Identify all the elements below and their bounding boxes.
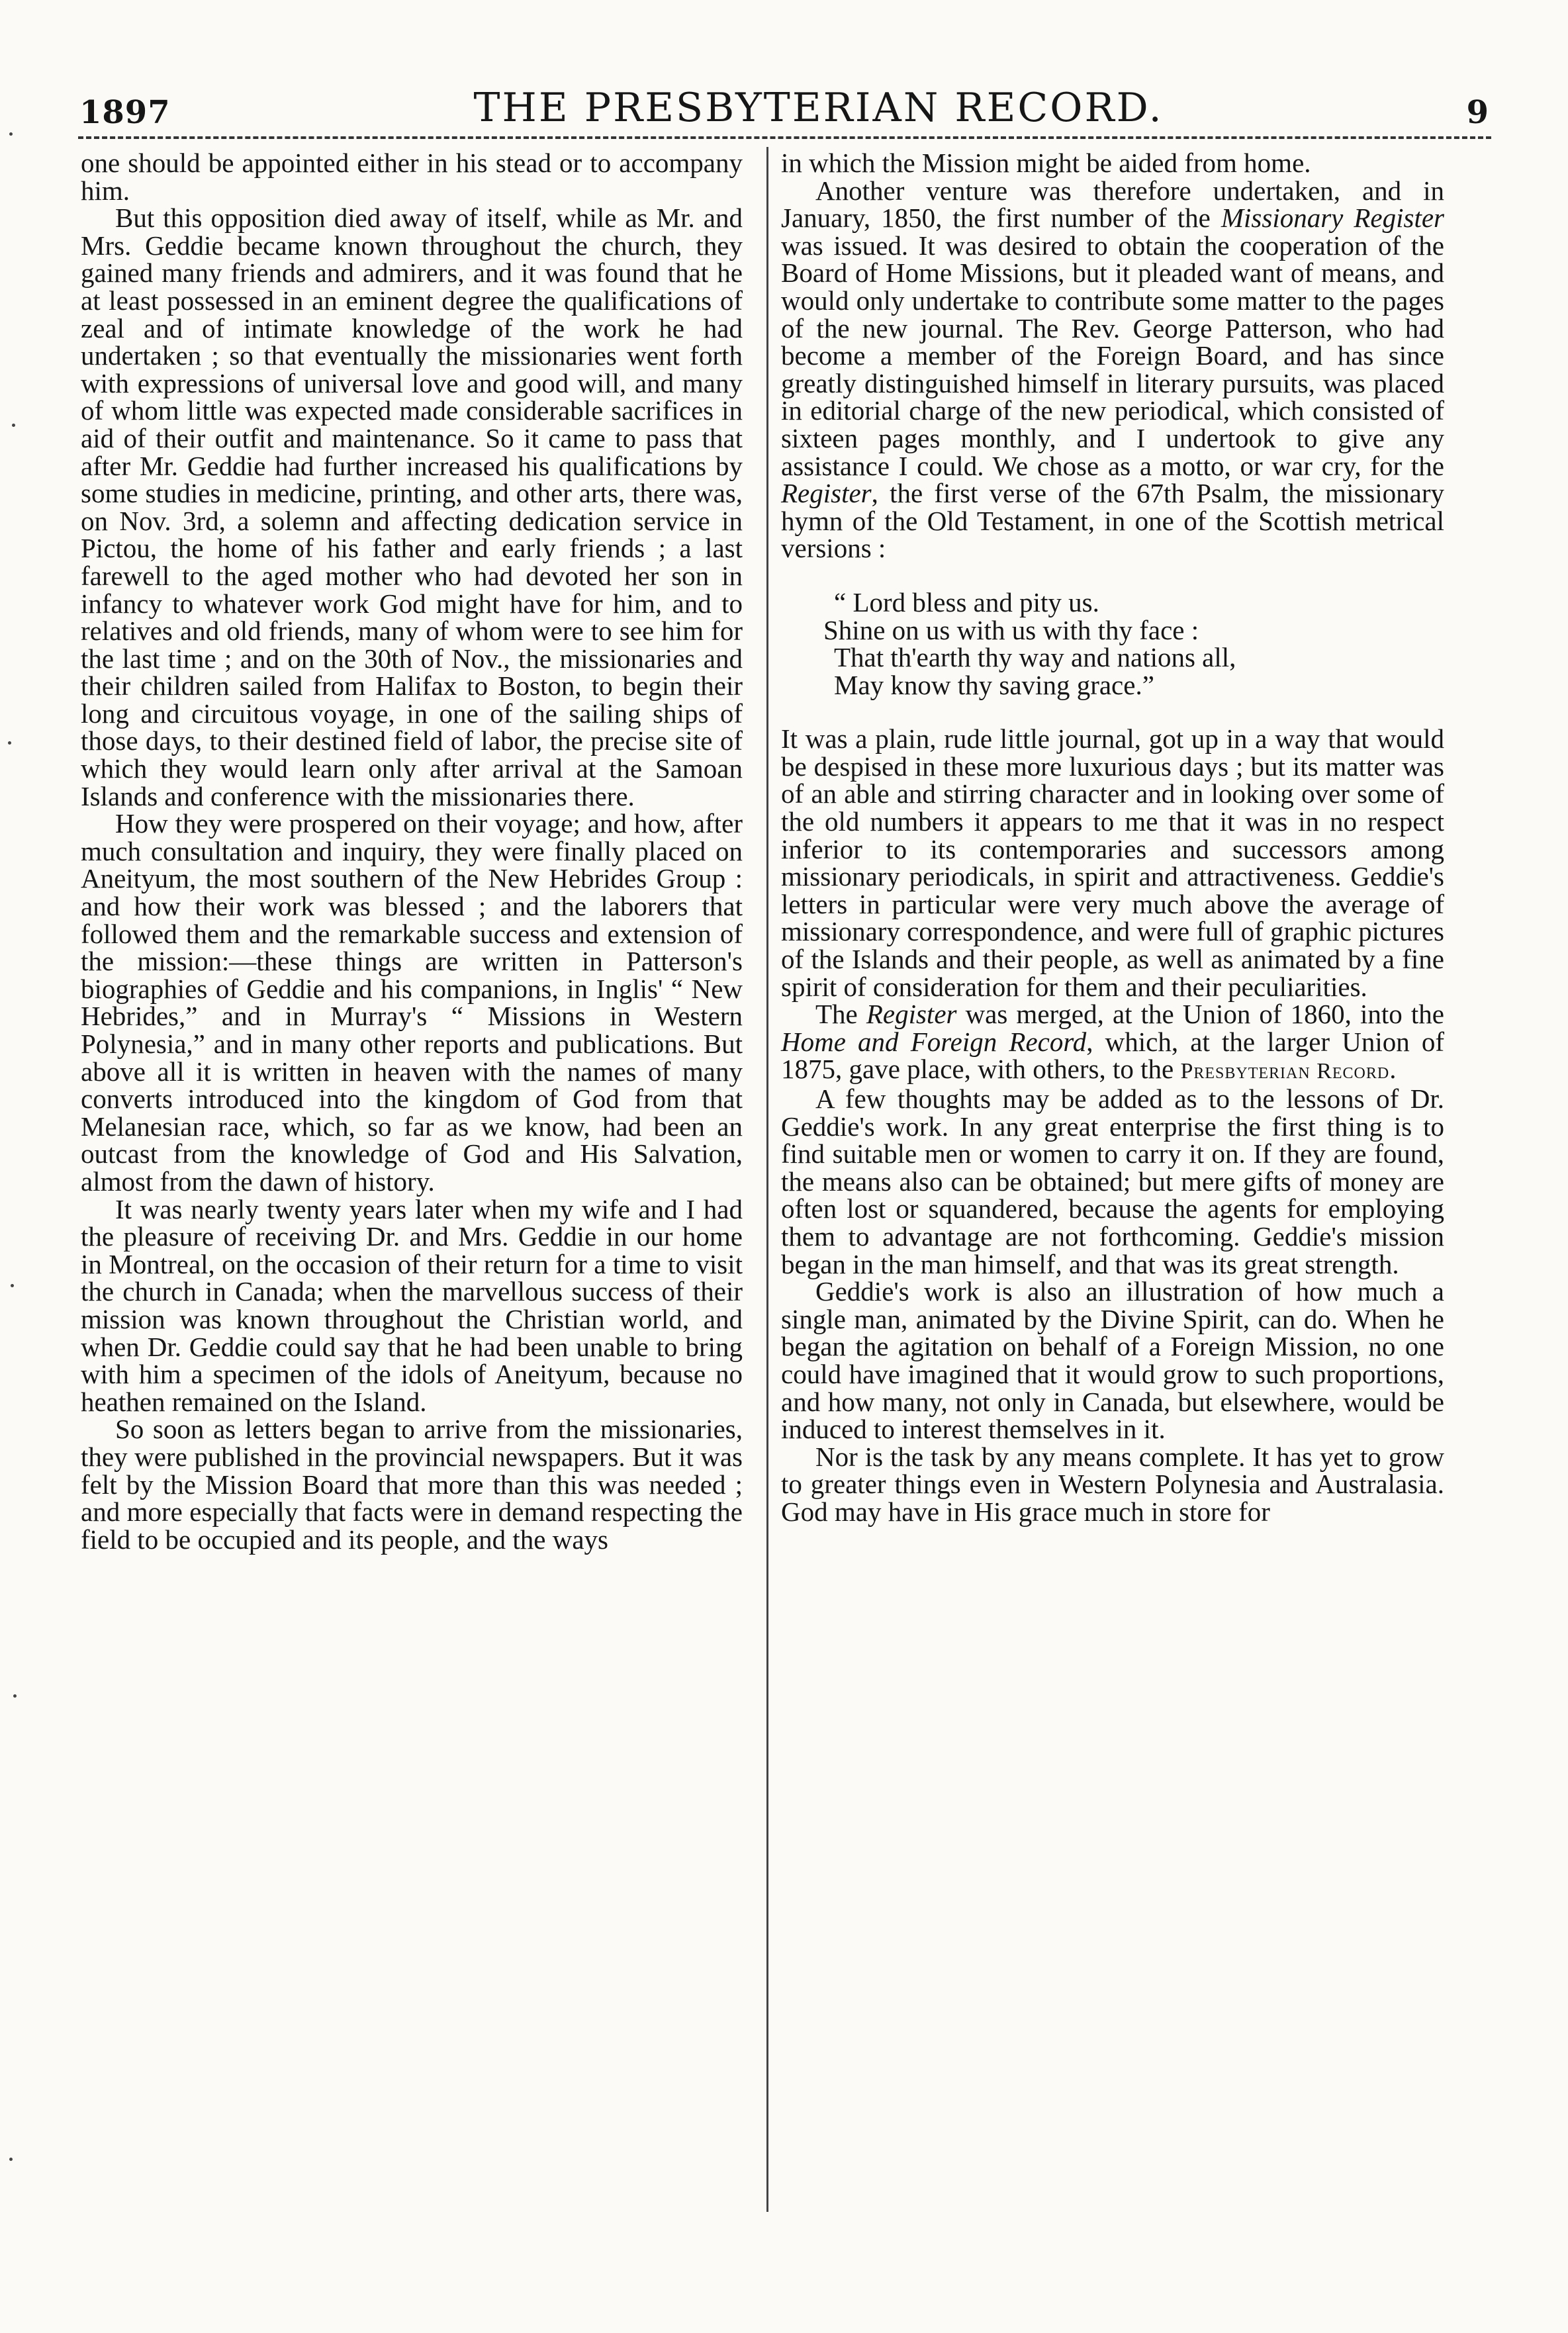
right-paragraph-4 xyxy=(781,1001,1444,1085)
journal-title: Register xyxy=(866,999,957,1030)
journal-title: Register xyxy=(781,478,872,509)
right-paragraph-1: in which the Mission might be aided from home. xyxy=(781,148,1311,178)
left-column xyxy=(81,150,743,1553)
scan-margin-marks xyxy=(7,106,33,2224)
left-paragraph-4: It was nearly twenty years later when my wife and I had the pleasure of receiving Dr. and Mrs. Geddie in our home in Montreal, on the occasion of their return for a time to visit the church in Canada; when the marvellous success of their mission was known throughout the Christian world, and when Dr. Geddie could say that he had been unable to bring with him a specimen of the idols of Aneityum, because no heathen remained on the Island. xyxy=(81,1193,743,1417)
right-paragraph-7: Nor is the task by any means complete. It has yet to grow to greater things even in Western Polynesia and Australasia. God may have in His grace much in store for xyxy=(781,1441,1444,1527)
text-run: was issued. It was desired to obtain the cooperation of the Board of Home Missions, but it pleaded want of means, and would only undertake to contribute some matter to the pages of the new journal. The Rev. George Patterson, who had become a member of the Foreign Board, and has since greatly distinguished himself in literary pursuits, was placed in editorial charge of the new periodical, which consisted of sixteen pages monthly, and I undertook to give any assistance I could. We chose as a motto, or war cry, for the xyxy=(781,230,1444,481)
text-run: . xyxy=(1389,1054,1397,1085)
journal-title: Presbyterian Record xyxy=(1180,1059,1390,1084)
verse-line: “ Lord bless and pity us. xyxy=(834,586,1099,618)
verse-line: May know thy saving grace.” xyxy=(834,669,1154,700)
journal-title: Missionary Register xyxy=(1221,203,1444,234)
text-run: The xyxy=(815,999,866,1030)
text-run: , which, at the larger Union of 1875, gave place, with others, to the xyxy=(781,1026,1444,1085)
publication-title: THE PRESBYTERIAN RECORD. xyxy=(473,85,1164,131)
left-paragraph-3: How they were prospered on their voyage; and how, after much consultation and inquiry, they were finally placed on Aneityum, the most southern of the New Hebrides Group : and how their work was blessed ; and the laborers that followed them and the remarkable success and extension of the mission:—these things are written in Patterson's biographies of Geddie and his companions, in Inglis' “ New Hebrides,” and in Murray's “ Missions in Western Polynesia,” and in many other reports and publications. But above all it is written in heaven with the names of many converts introduced into the kingdom of God from that Melanesian race, which, so far as we know, had been an outcast from the knowledge of God and His Salvation, almost from the dawn of history. xyxy=(81,808,743,1197)
psalm-verse xyxy=(823,586,1444,700)
right-column xyxy=(781,150,1444,1526)
right-paragraph-5: A few thoughts may be added as to the lessons of Dr. Geddie's work. In any great enterprise the first thing is to find suitable men or women to carry it on. If they are found, the means also can be obtained; but mere gifts of money are often lost or squandered, because the agents for employing them to advantage are not forthcoming. Geddie's mission began in the man himself, and that was its great strength. xyxy=(781,1083,1444,1279)
left-paragraph-1: one should be appointed either in his stead or to accompany him. xyxy=(81,148,743,206)
header-rule xyxy=(78,136,1491,139)
verse-line: That th'earth thy way and nations all, xyxy=(834,642,1236,673)
text-run: , the first verse of the 67th Psalm, the missionary hymn of the Old Testament, in one of the Scottish metrical versions : xyxy=(781,478,1444,564)
column-divider xyxy=(766,147,768,2212)
journal-title: Home and Foreign Record xyxy=(781,1026,1087,1057)
page-number: 9 xyxy=(1466,94,1489,131)
verse-line: Shine on us with us with thy face : xyxy=(823,614,1199,645)
text-run: Another venture was therefore undertaken, and in January, 1850, the first number of the xyxy=(781,175,1444,234)
right-paragraph-6: Geddie's work is also an illustration of how much a single man, animated by the Divine Spirit, can do. When he began the agitation on behalf of a Foreign Mission, no one could have imagined that it would grow to such proportions, and how many, not only in Canada, but elsewhere, would be induced to interest themselves in it. xyxy=(781,1276,1444,1445)
text-run: was merged, at the Union of 1860, into the xyxy=(956,999,1444,1030)
right-paragraph-3: It was a plain, rude little journal, got up in a way that would be despised in these more luxurious days ; but its matter was of an able and stirring character and in looking over some of the old numbers it appears to me that it was in no respect inferior to its contemporaries and successors among missionary periodicals, in spirit and attractiveness. Geddie's letters in particular were very much above the average of missionary correspondence, and were full of graphic pictures of the Islands and their people, as well as animated by a fine spirit of consideration for them and their peculiarities. xyxy=(781,723,1444,1002)
right-paragraph-2 xyxy=(781,177,1444,563)
page-header xyxy=(79,71,1489,131)
left-paragraph-2: But this opposition died away of itself, while as Mr. and Mrs. Geddie became known throughout the church, they gained many friends and admirers, and it was found that he at least possessed in an eminent degree the qualifications of zeal and of intimate knowledge of the work he had undertaken ; so that eventually the missionaries went forth with expressions of universal love and good will, and many of whom little was expected made considerable sacrifices in aid of their outfit and maintenance. So it came to pass that after Mr. Geddie had further increased his qualifications by some studies in medicine, printing, and other arts, there was, on Nov. 3rd, a solemn and affecting dedication service in Pictou, the home of his father and early friends ; a last farewell to the aged mother who had devoted her son in infancy to whatever work God might have for him, and to relatives and old friends, many of whom were to see him for the last time ; and on the 30th of Nov., the missionaries and their children sailed from Halifax to Boston, to begin their long and circuitous voyage, in one of the sailing ships of those days, to their destined field of labor, the precise site of which they would learn only after arrival at the Samoan Islands and conference with the missionaries there. xyxy=(81,203,743,811)
header-year: 1897 xyxy=(79,94,171,131)
left-paragraph-5: So soon as letters began to arrive from the missionaries, they were published in the provincial newspapers. But it was felt by the Mission Board that more than this was needed ; and more especially that facts were in demand respecting the field to be occupied and its people, and the ways xyxy=(81,1414,743,1555)
